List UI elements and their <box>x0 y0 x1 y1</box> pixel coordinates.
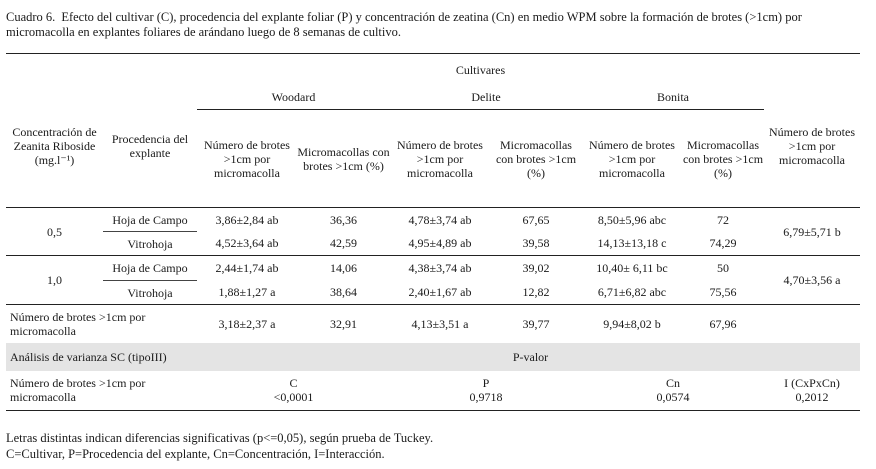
anova-cn <box>582 371 764 411</box>
table-cell: 67,65 <box>522 212 550 227</box>
table-cell: 3,86±2,84 ab <box>215 212 279 227</box>
procedencia-label: Vitrohoja <box>103 232 197 256</box>
table-cell: 42,59 <box>297 232 390 256</box>
header-delite: Delite <box>390 86 582 110</box>
table-cell: 39,77 <box>522 316 550 331</box>
anova-p-value: 0,9718 <box>469 390 503 405</box>
caption-number: Cuadro 6. <box>6 10 56 24</box>
anova-pvalor: P-valor <box>297 343 764 371</box>
table-cell: 4,13±3,51 a <box>411 316 469 331</box>
table-row <box>6 281 860 305</box>
table-cell: 2,40±1,67 ab <box>390 281 490 305</box>
table-cell: 4,78±3,74 ab <box>408 212 472 227</box>
total-value: 6,79±5,71 b <box>764 208 860 256</box>
table-cell: 75,56 <box>682 281 764 305</box>
conc-value: 1,0 <box>6 256 103 305</box>
table-cell: 67,96 <box>709 316 737 331</box>
table-cell: 4,52±3,64 ab <box>197 232 297 256</box>
procedencia-label: Vitrohoja <box>103 281 197 305</box>
total-value: 4,70±3,56 a <box>764 256 860 305</box>
footnote <box>6 430 866 462</box>
table-cell: 14,06 <box>330 261 357 276</box>
anova-title: Análisis de varianza SC (tipoIII) <box>6 343 297 371</box>
anova-i <box>764 371 860 411</box>
anova-row <box>6 371 860 411</box>
table-cell: 36,36 <box>330 212 357 227</box>
header-woodard-numero: Número de brotes >1cm por micromacolla <box>197 110 297 208</box>
header-concentracion: Concentración de Zeanita Riboside (mg.l⁻¹) <box>6 86 103 208</box>
table-row <box>6 256 860 281</box>
summary-row <box>6 305 860 343</box>
anova-label: Número de brotes >1cm por micromacolla <box>6 371 197 411</box>
header-numero-total: Número de brotes >1cm por micromacolla <box>764 86 860 208</box>
table-cell: 12,82 <box>490 281 582 305</box>
header-woodard: Woodard <box>197 86 390 110</box>
anova-p-name: P <box>482 376 490 391</box>
table-cell: 14,13±13,18 c <box>582 232 682 256</box>
header-bonita-micromacollas: Micromacollas con brotes >1cm (%) <box>682 110 764 208</box>
results-table-wrapper <box>6 53 860 411</box>
table-cell: 74,29 <box>682 232 764 256</box>
table-row <box>6 232 860 256</box>
footnote-line-2: C=Cultivar, P=Procedencia del explante, Cn=Concentración, I=Interacción. <box>6 447 385 461</box>
table-cell: 4,95±4,89 ab <box>390 232 490 256</box>
table-caption <box>6 10 868 40</box>
caption-text: Efecto del cultivar (C), procedencia del explante foliar (P) y concentración de zeatina (Cn) en medio WPM sobre la formación de brotes (>1cm) por micromacolla en explantes foliares de arándano luego de 8 semanas de cultivo. <box>6 10 802 39</box>
header-bonita: Bonita <box>582 86 764 110</box>
anova-c <box>197 371 390 411</box>
table-cell: 4,38±3,74 ab <box>408 261 472 276</box>
table-cell: 72 <box>717 212 729 227</box>
table-cell: 32,91 <box>330 316 357 331</box>
anova-i-value: 0,2012 <box>795 390 829 405</box>
anova-c-name: C <box>289 376 298 391</box>
table-cell: 3,18±2,37 a <box>218 316 276 331</box>
header-delite-numero: Número de brotes >1cm por micromacolla <box>390 110 490 208</box>
conc-value: 0,5 <box>6 208 103 256</box>
table-cell: 39,02 <box>522 261 550 276</box>
procedencia-label: Hoja de Campo <box>103 208 197 232</box>
header-woodard-micromacollas: Micromacollas con brotes >1cm (%) <box>297 110 390 208</box>
procedencia-label: Hoja de Campo <box>103 256 197 281</box>
table-cell: 38,64 <box>297 281 390 305</box>
table-cell: 50 <box>717 261 729 276</box>
table-row <box>6 208 860 232</box>
table-cell: 8,50±5,96 abc <box>597 212 667 227</box>
table-cell: 9,94±8,02 b <box>603 316 661 331</box>
table-cell: 1,88±1,27 a <box>197 281 297 305</box>
table-cell: 10,40± 6,11 bc <box>596 261 668 276</box>
header-cultivares: Cultivares <box>197 54 764 86</box>
header-bonita-numero: Número de brotes >1cm por micromacolla <box>582 110 682 208</box>
anova-p <box>390 371 582 411</box>
anova-i-name: I (CxPxCn) <box>784 376 840 391</box>
results-table <box>6 53 860 411</box>
table-cell: 6,71±6,82 abc <box>582 281 682 305</box>
anova-cn-value: 0,0574 <box>656 390 690 405</box>
header-procedencia: Procedencia del explante <box>103 86 197 208</box>
footnote-line-1: Letras distintas indican diferencias significativas (p<=0,05), según prueba de Tuckey. <box>6 431 434 445</box>
anova-cn-name: Cn <box>666 376 681 391</box>
anova-c-value: <0,0001 <box>273 390 314 405</box>
table-cell: 39,58 <box>490 232 582 256</box>
summary-label: Número de brotes >1cm por micromacolla <box>10 309 146 338</box>
table-cell: 2,44±1,74 ab <box>215 261 279 276</box>
header-delite-micromacollas: Micromacollas con brotes >1cm (%) <box>490 110 582 208</box>
anova-header-row <box>6 343 860 371</box>
